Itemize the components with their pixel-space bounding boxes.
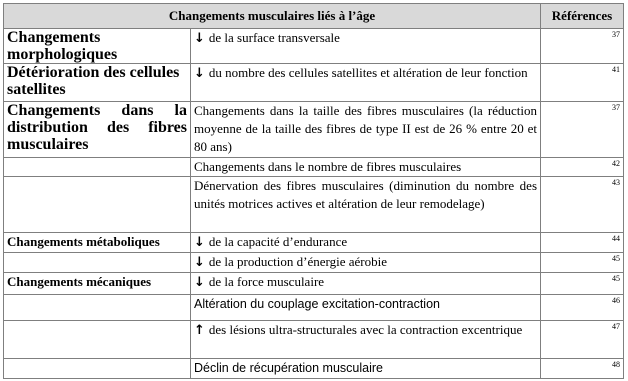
reference-cell: 48 <box>541 359 624 379</box>
table-row <box>4 233 624 253</box>
category-cell <box>4 359 191 379</box>
arrow-up-icon: ↑ <box>194 323 205 338</box>
arrow-down-icon: ↓ <box>194 66 205 81</box>
arrow-down-icon: ↓ <box>194 235 205 250</box>
reference-cell: 46 <box>541 295 624 321</box>
description-text: de la production d’énergie aérobie <box>208 254 387 269</box>
description-text: du nombre des cellules satellites et altération de leur fonction <box>208 65 528 80</box>
category-cell <box>4 158 191 177</box>
category-cell: Changements dans la distribution des fibres musculaires <box>4 102 191 158</box>
category-cell <box>4 177 191 233</box>
table-row <box>4 102 624 158</box>
reference-cell: 45 <box>541 253 624 273</box>
category-cell: Changements métaboliques <box>4 233 191 253</box>
arrow-down-icon: ↓ <box>194 255 205 270</box>
table-row <box>4 29 624 64</box>
description-cell: Changements dans le nombre de fibres musculaires <box>191 158 541 177</box>
table-row <box>4 273 624 295</box>
description-cell <box>191 273 541 295</box>
category-cell <box>4 253 191 273</box>
description-cell: Changements dans la taille des fibres musculaires (la réduction moyenne de la taille des fibres de type II est de 26 % entre 20 et 80 ans) <box>191 102 541 158</box>
reference-cell: 37 <box>541 29 624 64</box>
reference-cell: 42 <box>541 158 624 177</box>
description-cell <box>191 253 541 273</box>
description-cell: Altération du couplage excitation-contraction <box>191 295 541 321</box>
description-cell: Dénervation des fibres musculaires (diminution du nombre des unités motrices actives et altération de leur remodelage) <box>191 177 541 233</box>
reference-cell: 41 <box>541 64 624 102</box>
description-cell <box>191 233 541 253</box>
table-row <box>4 321 624 359</box>
table-row <box>4 64 624 102</box>
header-references: Références <box>541 4 624 29</box>
reference-cell: 47 <box>541 321 624 359</box>
arrow-down-icon: ↓ <box>194 31 205 46</box>
category-cell: Changements mécaniques <box>4 273 191 295</box>
description-cell <box>191 321 541 359</box>
category-cell: Changements morphologiques <box>4 29 191 64</box>
table-row <box>4 359 624 379</box>
reference-cell: 43 <box>541 177 624 233</box>
age-muscle-changes-table <box>3 3 624 379</box>
reference-cell: 44 <box>541 233 624 253</box>
table-row <box>4 295 624 321</box>
arrow-down-icon: ↓ <box>194 275 205 290</box>
category-cell <box>4 321 191 359</box>
age-muscle-changes-table-container <box>3 3 624 379</box>
description-cell <box>191 29 541 64</box>
header-title: Changements musculaires liés à l’âge <box>4 4 541 29</box>
description-text: de la surface transversale <box>208 30 340 45</box>
table-row <box>4 177 624 233</box>
description-cell: Déclin de récupération musculaire <box>191 359 541 379</box>
category-cell: Détérioration des cellules satellites <box>4 64 191 102</box>
description-text: des lésions ultra-structurales avec la contraction excentrique <box>208 322 523 337</box>
description-text: de la force musculaire <box>208 274 325 289</box>
description-cell <box>191 64 541 102</box>
reference-cell: 37 <box>541 102 624 158</box>
table-row <box>4 158 624 177</box>
table-row <box>4 253 624 273</box>
description-text: de la capacité d’endurance <box>208 234 348 249</box>
reference-cell: 45 <box>541 273 624 295</box>
category-cell <box>4 295 191 321</box>
table-header-row <box>4 4 624 29</box>
